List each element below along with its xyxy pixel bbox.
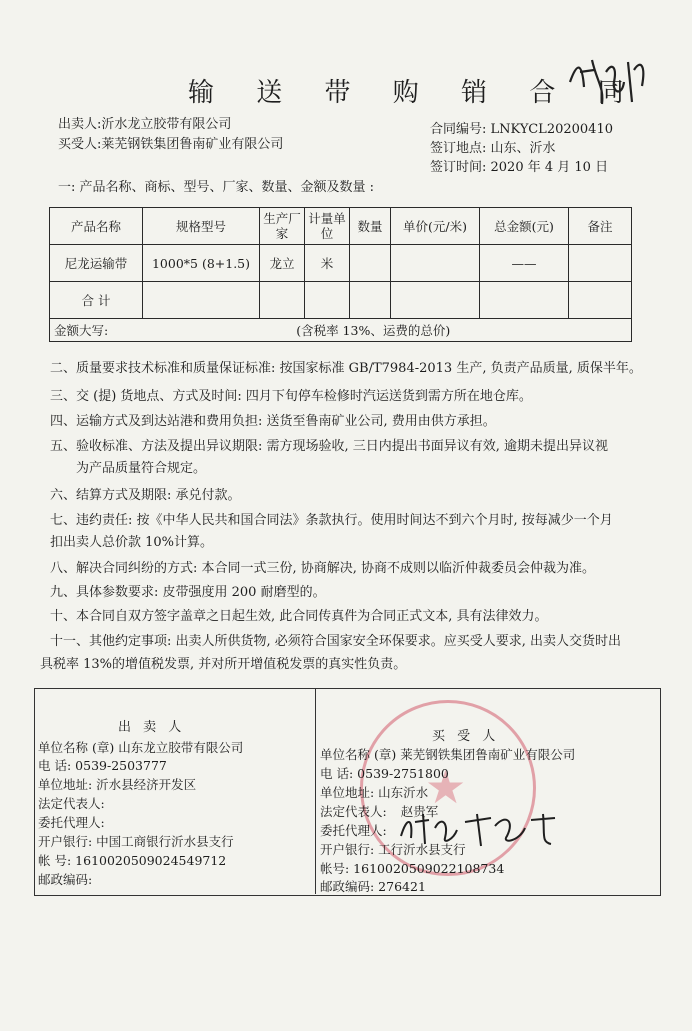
amount-note: (含税率 13%、运费的总价) (296, 322, 451, 338)
table-total-row (50, 282, 632, 319)
buyer-line: 买受人:莱芜钢铁集团鲁南矿业有限公司 (58, 137, 284, 152)
table-amount-row (50, 319, 632, 342)
clause-5: 五、验收标准、方法及提出异议期限: 需方现场验收, 三日内提出书面异议有效, 逾期未提出异议视 (50, 439, 609, 454)
clause-3: 三、交 (提) 货地点、方式及时间: 四月下旬停车检修时汽运送货到需方所在地仓库。 (50, 389, 532, 404)
amount-label: 金额大写: (54, 322, 109, 338)
header-cell: 产品名称 (50, 208, 143, 245)
header-cell: 总金额(元) (480, 208, 569, 245)
seller-bank: 开户银行: 中国工商银行沂水县支行 (38, 834, 234, 849)
clause-7: 七、违约责任: 按《中华人民共和国合同法》条款执行。使用时间达不到六个月时, 按每减少一个月 (50, 513, 613, 528)
seller-legal: 法定代表人: (38, 796, 105, 811)
buyer-address: 单位地址: 山东沂水 (320, 785, 429, 800)
table-cell (569, 245, 632, 282)
buyer-unit: 单位名称 (章) 莱芜钢铁集团鲁南矿业有限公司 (320, 747, 576, 762)
clause-4: 四、运输方式及到达站港和费用负担: 送货至鲁南矿业公司, 费用由供方承担。 (50, 414, 496, 429)
clause-11-cont: 具税率 13%的增值税发票, 并对所开增值税发票的真实性负责。 (40, 657, 407, 672)
seller-account: 帐 号: 1610020509024549712 (38, 853, 227, 868)
clause-6: 六、结算方式及期限: 承兑付款。 (50, 488, 241, 503)
table-cell (391, 245, 480, 282)
table-cell: 1000*5 (8+1.5) (143, 245, 260, 282)
contract-number: 合同编号: LNKYCL20200410 (430, 122, 613, 137)
signing-date: 签订时间: 2020 年 4 月 10 日 (430, 160, 609, 175)
buyer-heading: 买 受 人 (432, 729, 500, 744)
total-label: 合 计 (50, 282, 143, 319)
handwritten-signature (562, 42, 652, 112)
buyer-legal: 法定代表人: 赵贵军 (320, 804, 439, 819)
seller-address: 单位地址: 沂水县经济开发区 (38, 777, 197, 792)
seller-line: 出卖人:沂水龙立胶带有限公司 (58, 117, 232, 132)
header-cell: 规格型号 (143, 208, 260, 245)
seller-heading: 出 卖 人 (118, 720, 186, 735)
table-row (50, 245, 632, 282)
buyer-account: 帐号: 1610020509022108734 (320, 861, 505, 876)
buyer-handwritten-signature (395, 808, 565, 850)
header-cell: 备注 (569, 208, 632, 245)
table-cell: 龙立 (260, 245, 305, 282)
product-table (49, 207, 632, 342)
clause-11: 十一、其他约定事项: 出卖人所供货物, 必须符合国家安全环保要求。应买受人要求, 出卖人交货时出 (50, 634, 622, 649)
clause-8: 八、解决合同纠纷的方式: 本合同一式三份, 协商解决, 协商不成则以临沂仲裁委员会仲裁为准。 (50, 561, 596, 576)
table-cell: 尼龙运输带 (50, 245, 143, 282)
buyer-postcode: 邮政编码: 276421 (320, 879, 426, 894)
seller-postcode: 邮政编码: (38, 872, 93, 887)
seal-star-icon: ★ (425, 760, 467, 814)
clause-10: 十、本合同自双方签字盖章之日起生效, 此合同传真件为合同正式文本, 具有法律效力。 (50, 609, 548, 624)
header-cell: 数量 (350, 208, 391, 245)
table-cell: —— (480, 245, 569, 282)
section1-heading: 一: 产品名称、商标、型号、厂家、数量、金额及数量 : (58, 180, 375, 195)
contract-title: 输 送 带 购 销 合 同 (188, 78, 641, 108)
table-cell: 米 (305, 245, 350, 282)
buyer-phone: 电 话: 0539-2751800 (320, 766, 449, 781)
clause-5-cont: 为产品质量符合规定。 (76, 461, 207, 476)
signature-divider (315, 688, 316, 894)
clause-9: 九、具体参数要求: 皮带强度用 200 耐磨型的。 (50, 585, 326, 600)
seller-phone: 电 话: 0539-2503777 (38, 758, 167, 773)
seller-unit: 单位名称 (章) 山东龙立胶带有限公司 (38, 740, 244, 755)
clause-2: 二、质量要求技术标准和质量保证标准: 按国家标准 GB/T7984-2013 生产, 负责产品质量, 质保半年。 (50, 361, 642, 376)
header-cell: 计量单位 (305, 208, 350, 245)
header-cell: 生产厂家 (260, 208, 305, 245)
table-cell (350, 245, 391, 282)
clause-7-cont: 扣出卖人总价款 10%计算。 (50, 535, 214, 550)
header-cell: 单价(元/米) (391, 208, 480, 245)
table-header-row (50, 208, 632, 245)
seller-agent: 委托代理人: (38, 815, 105, 830)
buyer-agent: 委托代理人: (320, 823, 387, 838)
signing-place: 签订地点: 山东、沂水 (430, 141, 556, 156)
buyer-bank: 开户银行: 工行沂水县支行 (320, 842, 466, 857)
